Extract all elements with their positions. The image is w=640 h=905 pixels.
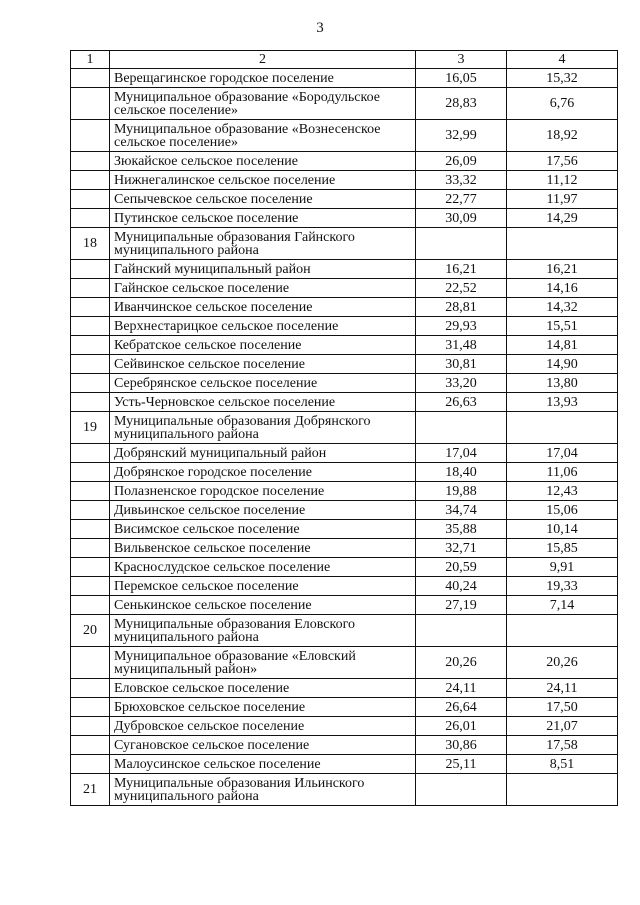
row-value-3: 31,48 — [416, 336, 507, 355]
row-name: Путинское сельское поселение — [110, 209, 416, 228]
row-value-3: 20,59 — [416, 558, 507, 577]
row-value-3 — [416, 228, 507, 260]
header-col-3: 3 — [416, 51, 507, 69]
row-value-4: 7,14 — [507, 596, 618, 615]
table-row — [71, 520, 618, 539]
table-row — [71, 393, 618, 412]
row-value-3: 40,24 — [416, 577, 507, 596]
row-number: 19 — [71, 412, 110, 444]
header-col-4: 4 — [507, 51, 618, 69]
row-value-4: 16,21 — [507, 260, 618, 279]
row-name: Добрянский муниципальный район — [110, 444, 416, 463]
table-row — [71, 698, 618, 717]
table-row — [71, 120, 618, 152]
row-name: Муниципальные образования Еловского муниципального района — [110, 615, 416, 647]
row-name: Усть-Черновское сельское поселение — [110, 393, 416, 412]
row-number — [71, 717, 110, 736]
row-name: Сенькинское сельское поселение — [110, 596, 416, 615]
table-row — [71, 539, 618, 558]
table-row — [71, 501, 618, 520]
row-number — [71, 69, 110, 88]
row-name: Муниципальное образование «Бородульское сельское поселение» — [110, 88, 416, 120]
row-number — [71, 355, 110, 374]
row-number — [71, 463, 110, 482]
row-number — [71, 482, 110, 501]
row-name: Муниципальные образования Ильинского муниципального района — [110, 774, 416, 806]
row-value-4: 20,26 — [507, 647, 618, 679]
data-table — [70, 50, 618, 806]
row-value-4: 14,81 — [507, 336, 618, 355]
row-number — [71, 317, 110, 336]
table-row — [71, 209, 618, 228]
row-number — [71, 279, 110, 298]
table-row — [71, 317, 618, 336]
row-name: Гайнское сельское поселение — [110, 279, 416, 298]
row-value-4: 24,11 — [507, 679, 618, 698]
table-row — [71, 647, 618, 679]
row-number — [71, 698, 110, 717]
table-row-group — [71, 774, 618, 806]
row-value-4: 19,33 — [507, 577, 618, 596]
table-row — [71, 260, 618, 279]
row-value-3: 22,52 — [416, 279, 507, 298]
row-value-4 — [507, 228, 618, 260]
row-number — [71, 647, 110, 679]
row-name: Добрянское городское поселение — [110, 463, 416, 482]
table-row-group — [71, 228, 618, 260]
row-name: Серебрянское сельское поселение — [110, 374, 416, 393]
row-value-3: 26,09 — [416, 152, 507, 171]
row-number — [71, 298, 110, 317]
row-number — [71, 520, 110, 539]
row-value-4: 15,32 — [507, 69, 618, 88]
row-number — [71, 558, 110, 577]
table-row — [71, 152, 618, 171]
row-value-3: 22,77 — [416, 190, 507, 209]
row-number — [71, 577, 110, 596]
row-name: Брюховское сельское поселение — [110, 698, 416, 717]
row-value-4: 9,91 — [507, 558, 618, 577]
row-value-4 — [507, 615, 618, 647]
row-number — [71, 393, 110, 412]
row-number — [71, 755, 110, 774]
table-row — [71, 298, 618, 317]
row-number — [71, 539, 110, 558]
row-value-4: 21,07 — [507, 717, 618, 736]
row-value-4: 17,50 — [507, 698, 618, 717]
row-value-4: 17,58 — [507, 736, 618, 755]
row-value-3: 16,05 — [416, 69, 507, 88]
row-value-4: 17,56 — [507, 152, 618, 171]
table-row — [71, 482, 618, 501]
table-row — [71, 279, 618, 298]
row-name: Гайнский муниципальный район — [110, 260, 416, 279]
row-name: Дубровское сельское поселение — [110, 717, 416, 736]
row-value-3: 26,64 — [416, 698, 507, 717]
row-name: Сепычевское сельское поселение — [110, 190, 416, 209]
row-number — [71, 596, 110, 615]
row-name: Сейвинское сельское поселение — [110, 355, 416, 374]
row-name: Верещагинское городское поселение — [110, 69, 416, 88]
row-value-4: 11,06 — [507, 463, 618, 482]
row-name: Зюкайское сельское поселение — [110, 152, 416, 171]
row-value-3: 30,09 — [416, 209, 507, 228]
table-row — [71, 336, 618, 355]
row-value-3 — [416, 412, 507, 444]
table-row — [71, 69, 618, 88]
table-row — [71, 190, 618, 209]
row-number — [71, 736, 110, 755]
row-name: Дивьинское сельское поселение — [110, 501, 416, 520]
row-value-3 — [416, 774, 507, 806]
row-value-3: 30,86 — [416, 736, 507, 755]
row-value-4: 15,85 — [507, 539, 618, 558]
row-name: Нижнегалинское сельское поселение — [110, 171, 416, 190]
row-value-3: 17,04 — [416, 444, 507, 463]
row-number — [71, 190, 110, 209]
row-name: Муниципальное образование «Еловский муниципальный район» — [110, 647, 416, 679]
row-value-3: 24,11 — [416, 679, 507, 698]
table-row — [71, 558, 618, 577]
row-value-4: 14,32 — [507, 298, 618, 317]
row-value-3: 19,88 — [416, 482, 507, 501]
page-number: 3 — [316, 20, 324, 36]
row-value-3: 33,32 — [416, 171, 507, 190]
row-value-3: 16,21 — [416, 260, 507, 279]
row-name: Полазненское городское поселение — [110, 482, 416, 501]
table-row-group — [71, 412, 618, 444]
row-value-3: 26,63 — [416, 393, 507, 412]
row-name: Муниципальные образования Добрянского муниципального района — [110, 412, 416, 444]
row-value-3: 30,81 — [416, 355, 507, 374]
row-value-4: 10,14 — [507, 520, 618, 539]
row-number — [71, 444, 110, 463]
row-number — [71, 209, 110, 228]
row-value-4: 11,97 — [507, 190, 618, 209]
row-value-3: 20,26 — [416, 647, 507, 679]
row-number — [71, 374, 110, 393]
row-number — [71, 501, 110, 520]
table-row — [71, 374, 618, 393]
row-name: Сугановское сельское поселение — [110, 736, 416, 755]
row-name: Висимское сельское поселение — [110, 520, 416, 539]
row-number — [71, 171, 110, 190]
row-name: Муниципальные образования Гайнского муниципального района — [110, 228, 416, 260]
row-name: Муниципальное образование «Вознесенское сельское поселение» — [110, 120, 416, 152]
row-value-3: 33,20 — [416, 374, 507, 393]
row-value-3: 35,88 — [416, 520, 507, 539]
row-value-3: 32,99 — [416, 120, 507, 152]
row-number — [71, 260, 110, 279]
table-row — [71, 679, 618, 698]
table-row-group — [71, 615, 618, 647]
row-number: 20 — [71, 615, 110, 647]
row-name: Верхнестарицкое сельское поселение — [110, 317, 416, 336]
row-value-4: 14,90 — [507, 355, 618, 374]
row-value-4: 15,06 — [507, 501, 618, 520]
row-value-4: 14,16 — [507, 279, 618, 298]
row-number: 21 — [71, 774, 110, 806]
row-number — [71, 152, 110, 171]
row-value-3: 18,40 — [416, 463, 507, 482]
table-row — [71, 444, 618, 463]
row-name: Краснослудское сельское поселение — [110, 558, 416, 577]
table-row — [71, 171, 618, 190]
row-name: Вильвенское сельское поселение — [110, 539, 416, 558]
row-value-4: 13,93 — [507, 393, 618, 412]
table-row — [71, 355, 618, 374]
row-value-3: 34,74 — [416, 501, 507, 520]
table-row — [71, 755, 618, 774]
row-name: Еловское сельское поселение — [110, 679, 416, 698]
table-row — [71, 88, 618, 120]
table-row — [71, 577, 618, 596]
row-name: Перемское сельское поселение — [110, 577, 416, 596]
row-value-3 — [416, 615, 507, 647]
table-row — [71, 463, 618, 482]
row-name: Кебратское сельское поселение — [110, 336, 416, 355]
row-number — [71, 120, 110, 152]
row-value-4: 8,51 — [507, 755, 618, 774]
row-value-4: 6,76 — [507, 88, 618, 120]
row-name: Иванчинское сельское поселение — [110, 298, 416, 317]
row-value-4: 17,04 — [507, 444, 618, 463]
row-value-3: 25,11 — [416, 755, 507, 774]
row-number — [71, 88, 110, 120]
table-row — [71, 717, 618, 736]
row-number — [71, 336, 110, 355]
row-value-4: 15,51 — [507, 317, 618, 336]
table-row — [71, 736, 618, 755]
row-value-3: 28,83 — [416, 88, 507, 120]
row-value-3: 26,01 — [416, 717, 507, 736]
row-value-4: 18,92 — [507, 120, 618, 152]
row-name: Малоусинское сельское поселение — [110, 755, 416, 774]
row-value-4: 14,29 — [507, 209, 618, 228]
table-header-row — [71, 51, 618, 69]
header-col-2: 2 — [110, 51, 416, 69]
row-value-4: 12,43 — [507, 482, 618, 501]
row-number — [71, 679, 110, 698]
header-col-1: 1 — [71, 51, 110, 69]
row-value-4: 13,80 — [507, 374, 618, 393]
row-value-4 — [507, 774, 618, 806]
table-row — [71, 596, 618, 615]
row-value-4: 11,12 — [507, 171, 618, 190]
row-value-3: 29,93 — [416, 317, 507, 336]
row-value-3: 28,81 — [416, 298, 507, 317]
row-value-3: 32,71 — [416, 539, 507, 558]
row-number: 18 — [71, 228, 110, 260]
row-value-3: 27,19 — [416, 596, 507, 615]
row-value-4 — [507, 412, 618, 444]
